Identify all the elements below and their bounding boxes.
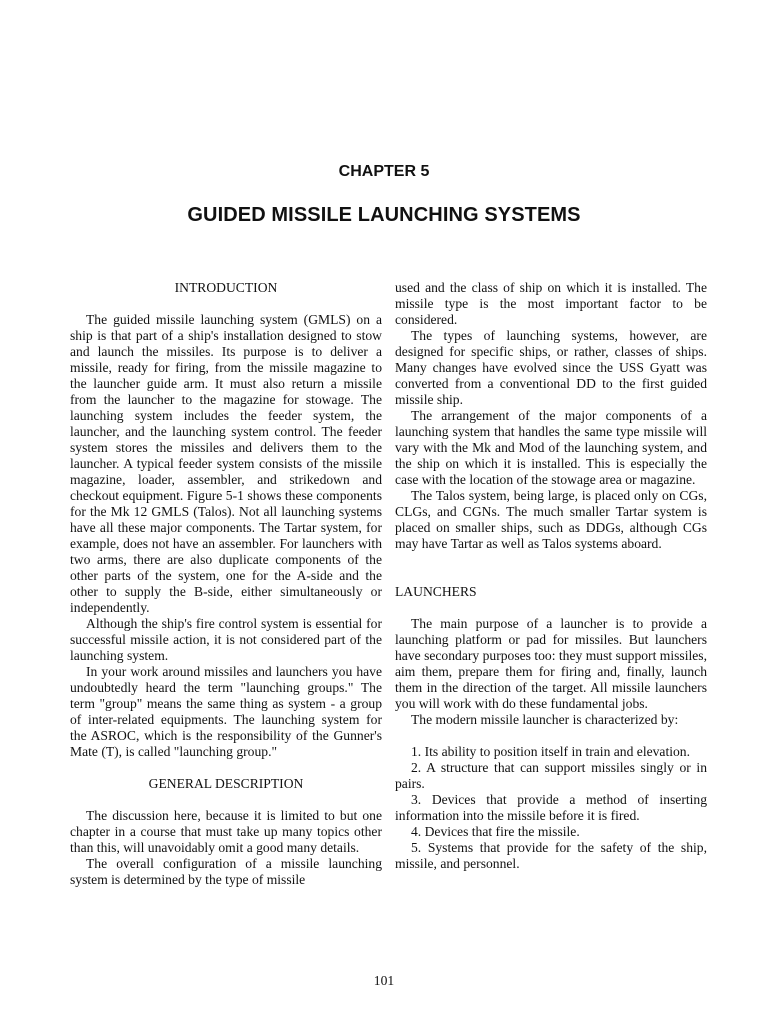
- launchers-heading: LAUNCHERS: [395, 584, 477, 599]
- general-description-heading: GENERAL DESCRIPTION: [148, 776, 304, 791]
- list-item: 4. Devices that fire the missile.: [411, 824, 580, 839]
- list-item: 3. Devices that provide a method of inserting information into the missile before it is fired.: [395, 792, 707, 823]
- launchers-paragraph-2: The modern missile launcher is characterized by:: [411, 712, 679, 727]
- launchers-paragraph-1: The main purpose of a launcher is to provide a launching platform or pad for missiles. But launchers have secondary purposes too: they must support missiles, aim them, prepare them for firing and, finally, launch them in the direction of the target. All missile launchers you will work with do these fundamental jobs.: [395, 616, 707, 711]
- general-paragraph-2: The overall configuration of a missile launching system is determined by the type of missile: [70, 856, 382, 887]
- chapter-label: CHAPTER 5: [338, 163, 430, 180]
- intro-paragraph-1: The guided missile launching system (GMLS) on a ship is that part of a ship's installation designed to stow and launch the missiles. Its purpose is to deliver a missile, ready for firing, from the missile magazine to the launcher guide arm. It must also return a missile from the launcher to the magazine for stowage. The launching system includes the feeder system, the launcher, and the launching system control. The feeder system stores the missiles and delivers them to the launcher. A typical feeder system consists of the missile magazine, loader, assembler, and strikedown and checkout equipment. Figure 5-1 shows these components for the Mk 12 GMLS (Talos). Not all launching systems have all these major components. The Tartar system, for example, does not have an assembler. For launchers with two arms, there are also duplicate components of the other parts of the system, one for the A-side and the other to supply the B-side, either simultaneously or independently.: [70, 312, 382, 615]
- right-paragraph-2: The arrangement of the major components of a launching system that handles the same type missile will vary with the Mk and Mod of the launching system, and the ship on which it is installed. This is especially the case with the location of the stowage area or magazine.: [395, 408, 707, 487]
- list-item: 2. A structure that can support missiles singly or in pairs.: [395, 760, 707, 791]
- general-paragraph-1: The discussion here, because it is limited to but one chapter in a course that must take up many topics other than this, will unavoidably omit a good many details.: [70, 808, 382, 855]
- page-number: 101: [373, 973, 395, 988]
- introduction-heading: INTRODUCTION: [174, 280, 278, 295]
- intro-paragraph-3: In your work around missiles and launchers you have undoubtedly heard the term "launching groups." The term "group" means the same thing as system - a group of inter-related equipments. The launching system for the ASROC, which is the responsibility of the Gunner's Mate (T), is called "launching group.": [70, 664, 382, 759]
- right-column: [395, 280, 707, 872]
- right-paragraph-3: The Talos system, being large, is placed only on CGs, CLGs, and CGNs. The much smaller Tartar system is placed on smaller ships, such as DDGs, although CGs may have Tartar as well as Talos systems aboard.: [395, 488, 707, 551]
- continued-paragraph: used and the class of ship on which it is installed. The missile type is the most important factor to be considered.: [395, 280, 707, 327]
- intro-paragraph-2: Although the ship's fire control system is essential for successful missile action, it is not considered part of the launching system.: [70, 616, 382, 663]
- list-item: 1. Its ability to position itself in train and elevation.: [411, 744, 691, 759]
- list-item: 5. Systems that provide for the safety of the ship, missile, and personnel.: [395, 840, 707, 871]
- left-column: [70, 280, 382, 888]
- chapter-title: GUIDED MISSILE LAUNCHING SYSTEMS: [187, 204, 581, 226]
- right-paragraph-1: The types of launching systems, however, are designed for specific ships, or rather, classes of ships. Many changes have evolved since the USS Gyatt was converted from a conventional DD to the first guided missile ship.: [395, 328, 707, 407]
